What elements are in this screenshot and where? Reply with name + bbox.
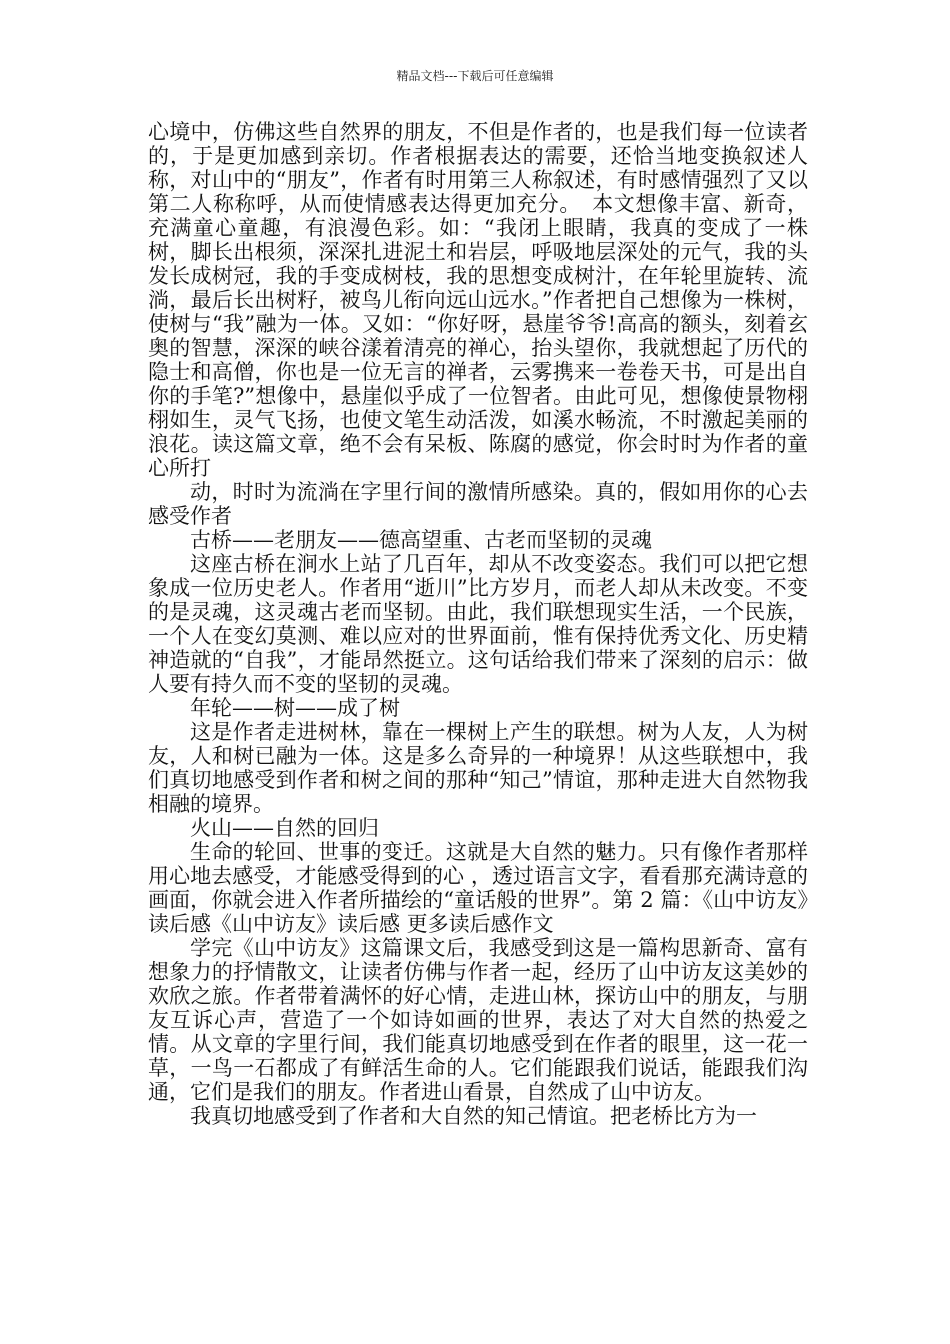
paragraph: 这座古桥在涧水上站了几百年，却从不改变姿态。我们可以把它想象成一位历史老人。作者用“逝川”比方岁月，而老人却从未改变。不变的是灵魂，这灵魂古老而坚韧。由此，我们联想现实生活，一个民族，一个人在变幻莫测、难以应对的世界面前，惟有保持优秀文化、历史精神造就的“自我”，才能昂然挺立。这句话给我们带来了深刻的启示：做人要有持久而不变的坚韧的灵魂。 [148,552,808,696]
section-heading: 古桥——老朋友——德高望重、古老而坚韧的灵魂 [190,528,652,552]
paragraph: 这是作者走进树林，靠在一棵树上产生的联想。树为人友，人为树友，人和树已融为一体。这是多么奇异的一种境界！从这些联想中，我们真切地感受到作者和树之间的那种“知己”情谊，那种走进大自然物我相融的境界。 [148,720,808,816]
paragraph: 动，时时为流淌在字里行间的激情所感染。真的，假如用你的心去感受作者 [148,480,808,528]
section-heading: 年轮——树——成了树 [190,696,400,720]
paragraph: 生命的轮回、世事的变迁。这就是大自然的魅力。只有像作者那样用心地去感受，才能感受得到的心 ，透过语言文字，看看那充满诗意的画面，你就会进入作者所描绘的“童话般的世界”。第 2 篇：《山中访友》读后感《山中访友》读后感 更多读后感作文 [148,840,808,936]
document-body [148,120,808,1128]
page-header: 精品文档---下载后可任意编辑 [396,69,554,83]
section-heading: 火山——自然的回归 [190,816,379,840]
paragraph: 我真切地感受到了作者和大自然的知己情谊。把老桥比方为一 [190,1104,757,1128]
paragraph: 心境中，仿佛这些自然界的朋友，不但是作者的，也是我们每一位读者的，于是更加感到亲切。作者根据表达的需要，还恰当地变换叙述人称，对山中的“朋友”，作者有时用第三人称叙述，有时感情强烈了又以第二人称称呼，从而使情感表达得更加充分。 本文想像丰富、新奇，充满童心童趣，有浪漫色彩。如：“我闭上眼睛，我真的变成了一株树，脚长出根须，深深扎进泥土和岩层，呼吸地层深处的元气，我的头发长成树冠，我的手变成树枝，我的思想变成树汁，在年轮里旋转、流淌，最后长出树籽，被鸟儿衔向远山远水。”作者把自己想像为一株树，使树与“我”融为一体。又如：“你好呀，悬崖爷爷!高高的额头，刻着玄奥的智慧，深深的峡谷漾着清亮的禅心，抬头望你，我就想起了历代的隐士和高僧，你也是一位无言的禅者，云雾携来一卷卷天书，可是出自你的手笔?”想像中，悬崖似乎成了一位智者。由此可见，想像使景物栩栩如生，灵气飞扬，也使文笔生动活泼，如溪水畅流，不时激起美丽的浪花。读这篇文章，绝不会有呆板、陈腐的感觉，你会时时为作者的童心所打 [148,120,808,480]
paragraph: 学完《山中访友》这篇课文后，我感受到这是一篇构思新奇、富有想象力的抒情散文，让读者仿佛与作者一起，经历了山中访友这美妙的欢欣之旅。作者带着满怀的好心情，走进山林，探访山中的朋友，与朋友互诉心声，营造了一个如诗如画的世界，表达了对大自然的热爱之情。从文章的字里行间，我们能真切地感受到在作者的眼里，这一花一草，一鸟一石都成了有鲜活生命的人。它们能跟我们说话，能跟我们沟通，它们是我们的朋友。作者进山看景，自然成了山中访友。 [148,936,808,1104]
